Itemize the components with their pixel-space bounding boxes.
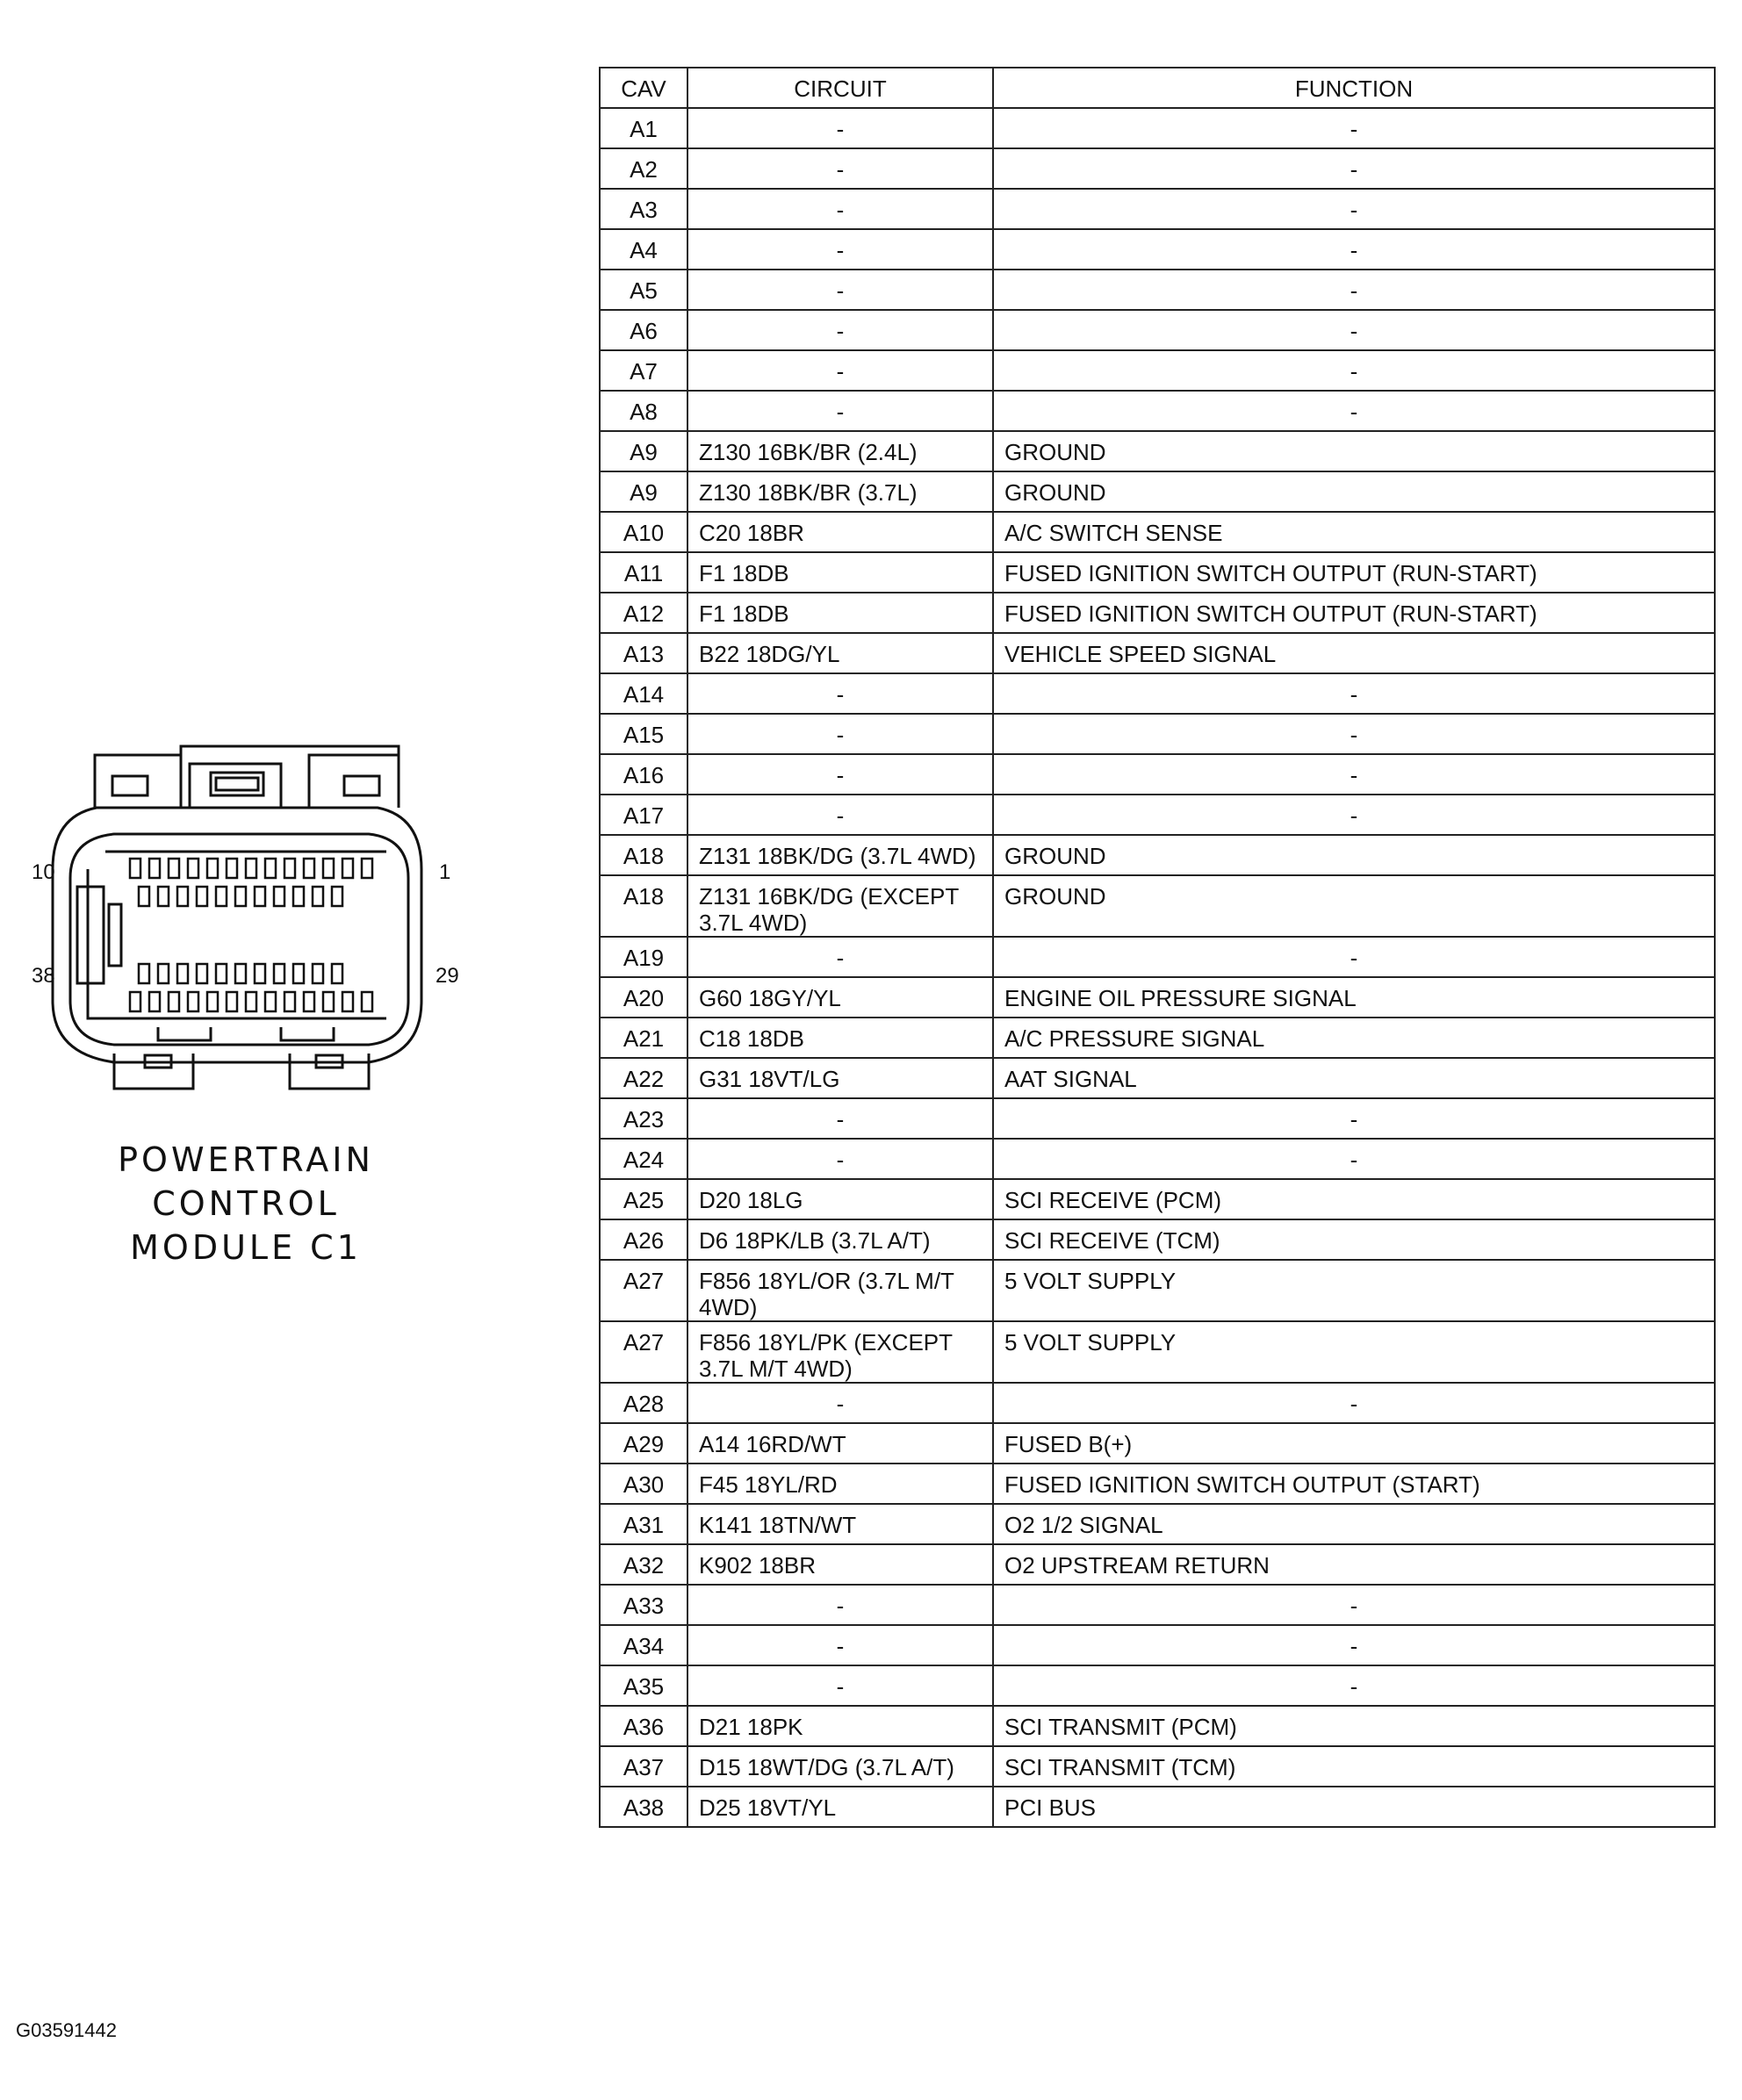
table-row [600,1058,1715,1098]
cell-circuit: K141 18TN/WT [687,1504,993,1544]
table-row [600,1464,1715,1504]
cell-cav: A14 [600,673,687,714]
cell-function: A/C PRESSURE SIGNAL [993,1018,1715,1058]
cell-circuit: - [687,1383,993,1423]
cell-cav: A35 [600,1665,687,1706]
connector-diagram [18,737,474,1106]
cell-function: FUSED B(+) [993,1423,1715,1464]
cell-cav: A16 [600,754,687,795]
cell-function: - [993,310,1715,350]
cell-cav: A12 [600,593,687,633]
pin-label-1: 1 [439,860,451,884]
cell-cav: A24 [600,1139,687,1179]
table-row [600,229,1715,270]
cell-cav: A4 [600,229,687,270]
cell-circuit: F1 18DB [687,552,993,593]
table-row [600,270,1715,310]
table-row [600,1321,1715,1383]
cell-function: ENGINE OIL PRESSURE SIGNAL [993,977,1715,1018]
table-row [600,1139,1715,1179]
pin-label-10: 10 [32,860,55,884]
cell-cav: A34 [600,1625,687,1665]
cell-circuit: - [687,229,993,270]
connector-title-line: CONTROL [152,1184,340,1223]
cell-function: - [993,754,1715,795]
cell-cav: A1 [600,108,687,148]
cell-circuit: - [687,754,993,795]
table-row [600,875,1715,937]
cell-function: GROUND [993,471,1715,512]
cell-circuit: G60 18GY/YL [687,977,993,1018]
cell-function: SCI TRANSMIT (TCM) [993,1746,1715,1787]
cell-function: FUSED IGNITION SWITCH OUTPUT (START) [993,1464,1715,1504]
cell-circuit: D20 18LG [687,1179,993,1219]
cell-cav: A25 [600,1179,687,1219]
cell-circuit: Z130 16BK/BR (2.4L) [687,431,993,471]
cell-function: - [993,1383,1715,1423]
connector-title-line: POWERTRAIN [118,1140,374,1179]
connector-title [70,1138,421,1269]
figure-id: G03591442 [16,2019,117,2041]
pin-label-38: 38 [32,964,55,988]
header-function: FUNCTION [993,68,1715,108]
cell-cav: A22 [600,1058,687,1098]
cell-cav: A18 [600,835,687,875]
cell-cav: A33 [600,1585,687,1625]
cell-cav: A15 [600,714,687,754]
pinout-table-body [600,108,1715,1827]
cell-circuit: - [687,795,993,835]
cell-circuit: - [687,673,993,714]
cell-function: - [993,1625,1715,1665]
cell-function: 5 VOLT SUPPLY [993,1321,1715,1383]
cell-cav: A13 [600,633,687,673]
cell-cav: A8 [600,391,687,431]
cell-circuit: - [687,108,993,148]
cell-circuit: K902 18BR [687,1544,993,1585]
cell-function: - [993,937,1715,977]
cell-circuit: D25 18VT/YL [687,1787,993,1827]
table-row [600,471,1715,512]
cell-circuit: D6 18PK/LB (3.7L A/T) [687,1219,993,1260]
table-row [600,714,1715,754]
cell-function: - [993,189,1715,229]
cell-function: - [993,229,1715,270]
cell-cav: A36 [600,1706,687,1746]
cell-circuit: B22 18DG/YL [687,633,993,673]
cell-function: O2 1/2 SIGNAL [993,1504,1715,1544]
pinout-table [599,67,1716,1828]
table-row [600,512,1715,552]
table-row [600,977,1715,1018]
cell-function: AAT SIGNAL [993,1058,1715,1098]
cell-function: - [993,1139,1715,1179]
cell-cav: A5 [600,270,687,310]
table-row [600,108,1715,148]
table-row [600,937,1715,977]
cell-circuit: - [687,937,993,977]
table-row [600,754,1715,795]
cell-cav: A27 [600,1321,687,1383]
cell-cav: A37 [600,1746,687,1787]
cell-function: - [993,391,1715,431]
cell-cav: A18 [600,875,687,937]
cell-cav: A9 [600,471,687,512]
table-row [600,1098,1715,1139]
cell-function: FUSED IGNITION SWITCH OUTPUT (RUN-START) [993,593,1715,633]
header-circuit: CIRCUIT [687,68,993,108]
cell-circuit: - [687,714,993,754]
cell-cav: A27 [600,1260,687,1321]
cell-cav: A10 [600,512,687,552]
cell-function: - [993,714,1715,754]
cell-cav: A32 [600,1544,687,1585]
cell-cav: A3 [600,189,687,229]
cell-circuit: A14 16RD/WT [687,1423,993,1464]
cell-circuit: Z130 18BK/BR (3.7L) [687,471,993,512]
table-row [600,593,1715,633]
table-row [600,1383,1715,1423]
cell-cav: A9 [600,431,687,471]
table-row [600,1544,1715,1585]
cell-function: O2 UPSTREAM RETURN [993,1544,1715,1585]
cell-circuit: F1 18DB [687,593,993,633]
cell-cav: A7 [600,350,687,391]
cell-circuit: Z131 16BK/DG (EXCEPT 3.7L 4WD) [687,875,993,937]
cell-circuit: F856 18YL/OR (3.7L M/T 4WD) [687,1260,993,1321]
cell-circuit: D21 18PK [687,1706,993,1746]
cell-circuit: - [687,350,993,391]
table-row [600,189,1715,229]
connector-face-drawing [18,737,474,1106]
cell-function: - [993,1585,1715,1625]
table-row [600,1706,1715,1746]
cell-function: - [993,1098,1715,1139]
cell-function: - [993,1665,1715,1706]
cell-circuit: - [687,1139,993,1179]
cell-function: - [993,270,1715,310]
cell-cav: A11 [600,552,687,593]
cell-circuit: - [687,189,993,229]
cell-circuit: C18 18DB [687,1018,993,1058]
table-row [600,1787,1715,1827]
cell-cav: A19 [600,937,687,977]
cell-cav: A28 [600,1383,687,1423]
cell-function: - [993,350,1715,391]
table-row [600,391,1715,431]
cell-function: PCI BUS [993,1787,1715,1827]
cell-cav: A38 [600,1787,687,1827]
cell-function: GROUND [993,875,1715,937]
cell-circuit: - [687,391,993,431]
connector-title-line: MODULE C1 [130,1228,362,1267]
cell-function: FUSED IGNITION SWITCH OUTPUT (RUN-START) [993,552,1715,593]
table-row [600,1423,1715,1464]
cell-circuit: C20 18BR [687,512,993,552]
pin-label-29: 29 [436,964,459,988]
table-row [600,1260,1715,1321]
cell-cav: A21 [600,1018,687,1058]
cell-circuit: - [687,1625,993,1665]
cell-cav: A26 [600,1219,687,1260]
table-row [600,835,1715,875]
cell-circuit: G31 18VT/LG [687,1058,993,1098]
cell-function: GROUND [993,431,1715,471]
table-row [600,148,1715,189]
table-row [600,310,1715,350]
cell-circuit: - [687,270,993,310]
table-row [600,1665,1715,1706]
table-row [600,795,1715,835]
table-row [600,1018,1715,1058]
table-row [600,1746,1715,1787]
cell-cav: A2 [600,148,687,189]
cell-cav: A31 [600,1504,687,1544]
cell-circuit: Z131 18BK/DG (3.7L 4WD) [687,835,993,875]
cell-function: SCI RECEIVE (TCM) [993,1219,1715,1260]
cell-function: SCI TRANSMIT (PCM) [993,1706,1715,1746]
cell-cav: A23 [600,1098,687,1139]
table-row [600,350,1715,391]
cell-circuit: - [687,1585,993,1625]
table-row [600,552,1715,593]
cell-cav: A29 [600,1423,687,1464]
cell-circuit: - [687,1098,993,1139]
cell-function: - [993,108,1715,148]
table-row [600,1585,1715,1625]
cell-circuit: - [687,1665,993,1706]
cell-function: 5 VOLT SUPPLY [993,1260,1715,1321]
table-row [600,1219,1715,1260]
cell-cav: A30 [600,1464,687,1504]
table-row [600,633,1715,673]
table-row [600,1504,1715,1544]
cell-function: - [993,148,1715,189]
cell-circuit: - [687,310,993,350]
header-cav: CAV [600,68,687,108]
cell-cav: A17 [600,795,687,835]
cell-circuit: F45 18YL/RD [687,1464,993,1504]
cell-function: SCI RECEIVE (PCM) [993,1179,1715,1219]
cell-function: - [993,795,1715,835]
cell-function: - [993,673,1715,714]
table-row [600,673,1715,714]
table-row [600,1625,1715,1665]
cell-cav: A20 [600,977,687,1018]
cell-function: GROUND [993,835,1715,875]
table-header-row [600,68,1715,108]
cell-cav: A6 [600,310,687,350]
cell-function: VEHICLE SPEED SIGNAL [993,633,1715,673]
cell-circuit: F856 18YL/PK (EXCEPT 3.7L M/T 4WD) [687,1321,993,1383]
cell-circuit: D15 18WT/DG (3.7L A/T) [687,1746,993,1787]
table-row [600,431,1715,471]
table-row [600,1179,1715,1219]
cell-circuit: - [687,148,993,189]
cell-function: A/C SWITCH SENSE [993,512,1715,552]
